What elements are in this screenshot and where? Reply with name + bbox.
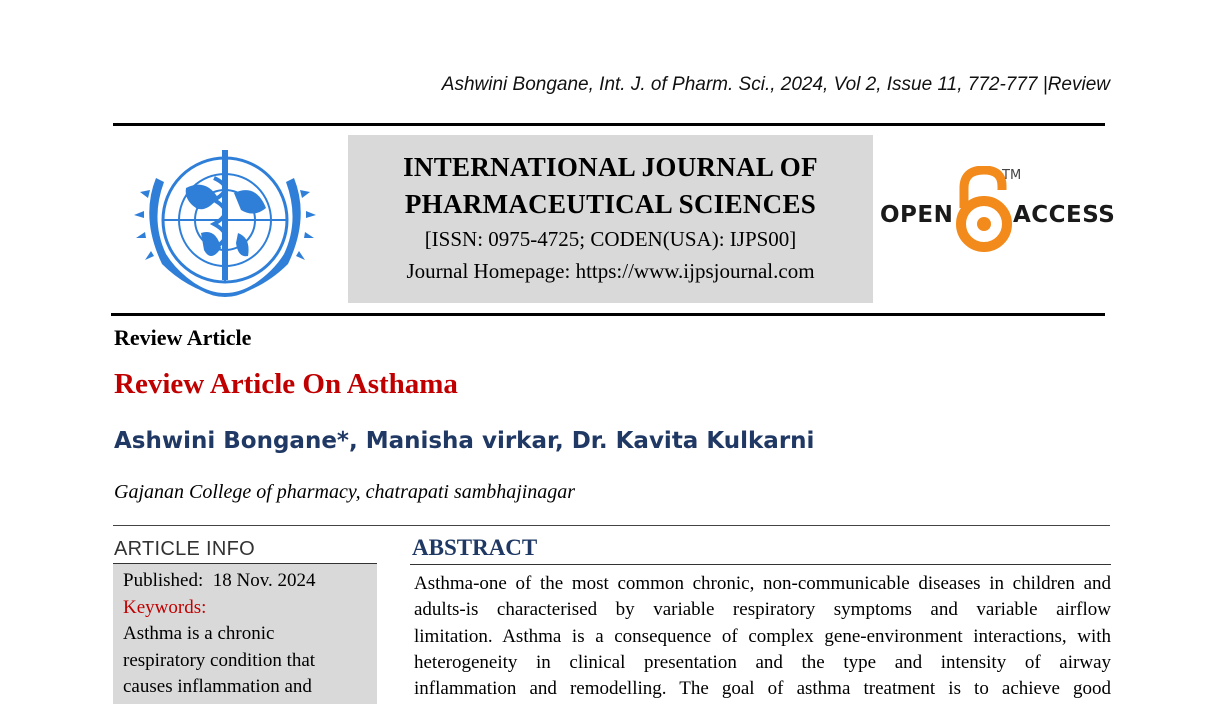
article-title: Review Article On Asthama [114,368,458,400]
bottom-rule [111,313,1105,316]
article-info-heading: ARTICLE INFO [114,538,256,560]
abstract-heading: ABSTRACT [412,535,538,560]
article-authors: Ashwini Bongane*, Manisha virkar, Dr. Kavita Kulkarni [114,428,815,454]
running-header: Ashwini Bongane, Int. J. of Pharm. Sci., 2024, Vol 2, Issue 11, 772-777 |Review [441,74,1110,95]
journal-title-line2: PHARMACEUTICAL SCIENCES [404,189,817,219]
section-divider [113,525,1110,526]
keywords-line: Asthma is a chronic [123,623,275,644]
abstract-line: inflammation and remodelling. The goal of asthma treatment is to achieve good [414,678,1111,700]
article-affiliation: Gajanan College of pharmacy, chatrapati sambhajinagar [114,481,576,503]
journal-masthead [348,135,873,303]
journal-title-line1: INTERNATIONAL JOURNAL OF [403,152,818,182]
article-type: Review Article [114,325,252,350]
published-date: 18 Nov. 2024 [212,570,316,591]
access-label: ACCESS [1013,202,1116,228]
abstract-line: limitation. Asthma is a consequence of complex gene-environment interactions, with [414,625,1111,647]
abstract-line: Asthma-one of the most common chronic, non-communicable diseases in children and [414,573,1111,594]
published-label: Published: [123,570,204,591]
open-access-badge [880,166,1116,256]
abstract-rule [410,564,1111,565]
journal-logo-icon [126,138,324,304]
trademark-label: TM [1002,168,1022,183]
journal-issn: [ISSN: 0975-4725; CODEN(USA): IJPS00] [424,227,797,251]
keywords-line: causes inflammation and [123,676,312,697]
journal-homepage: Journal Homepage: https://www.ijpsjournal.com [406,259,815,283]
keywords-label: Keywords: [123,596,207,618]
abstract-line: adults-is characterised by variable respiratory symptoms and variable airflow [414,599,1111,621]
abstract-line: heterogeneity in clinical presentation and the type and intensity of airway [414,651,1111,673]
open-label: OPEN [880,202,954,228]
published-row [123,568,367,595]
top-rule [113,123,1105,126]
article-info-box [113,564,377,704]
abstract-body [414,571,1111,702]
keywords-line: respiratory condition that [123,649,316,671]
